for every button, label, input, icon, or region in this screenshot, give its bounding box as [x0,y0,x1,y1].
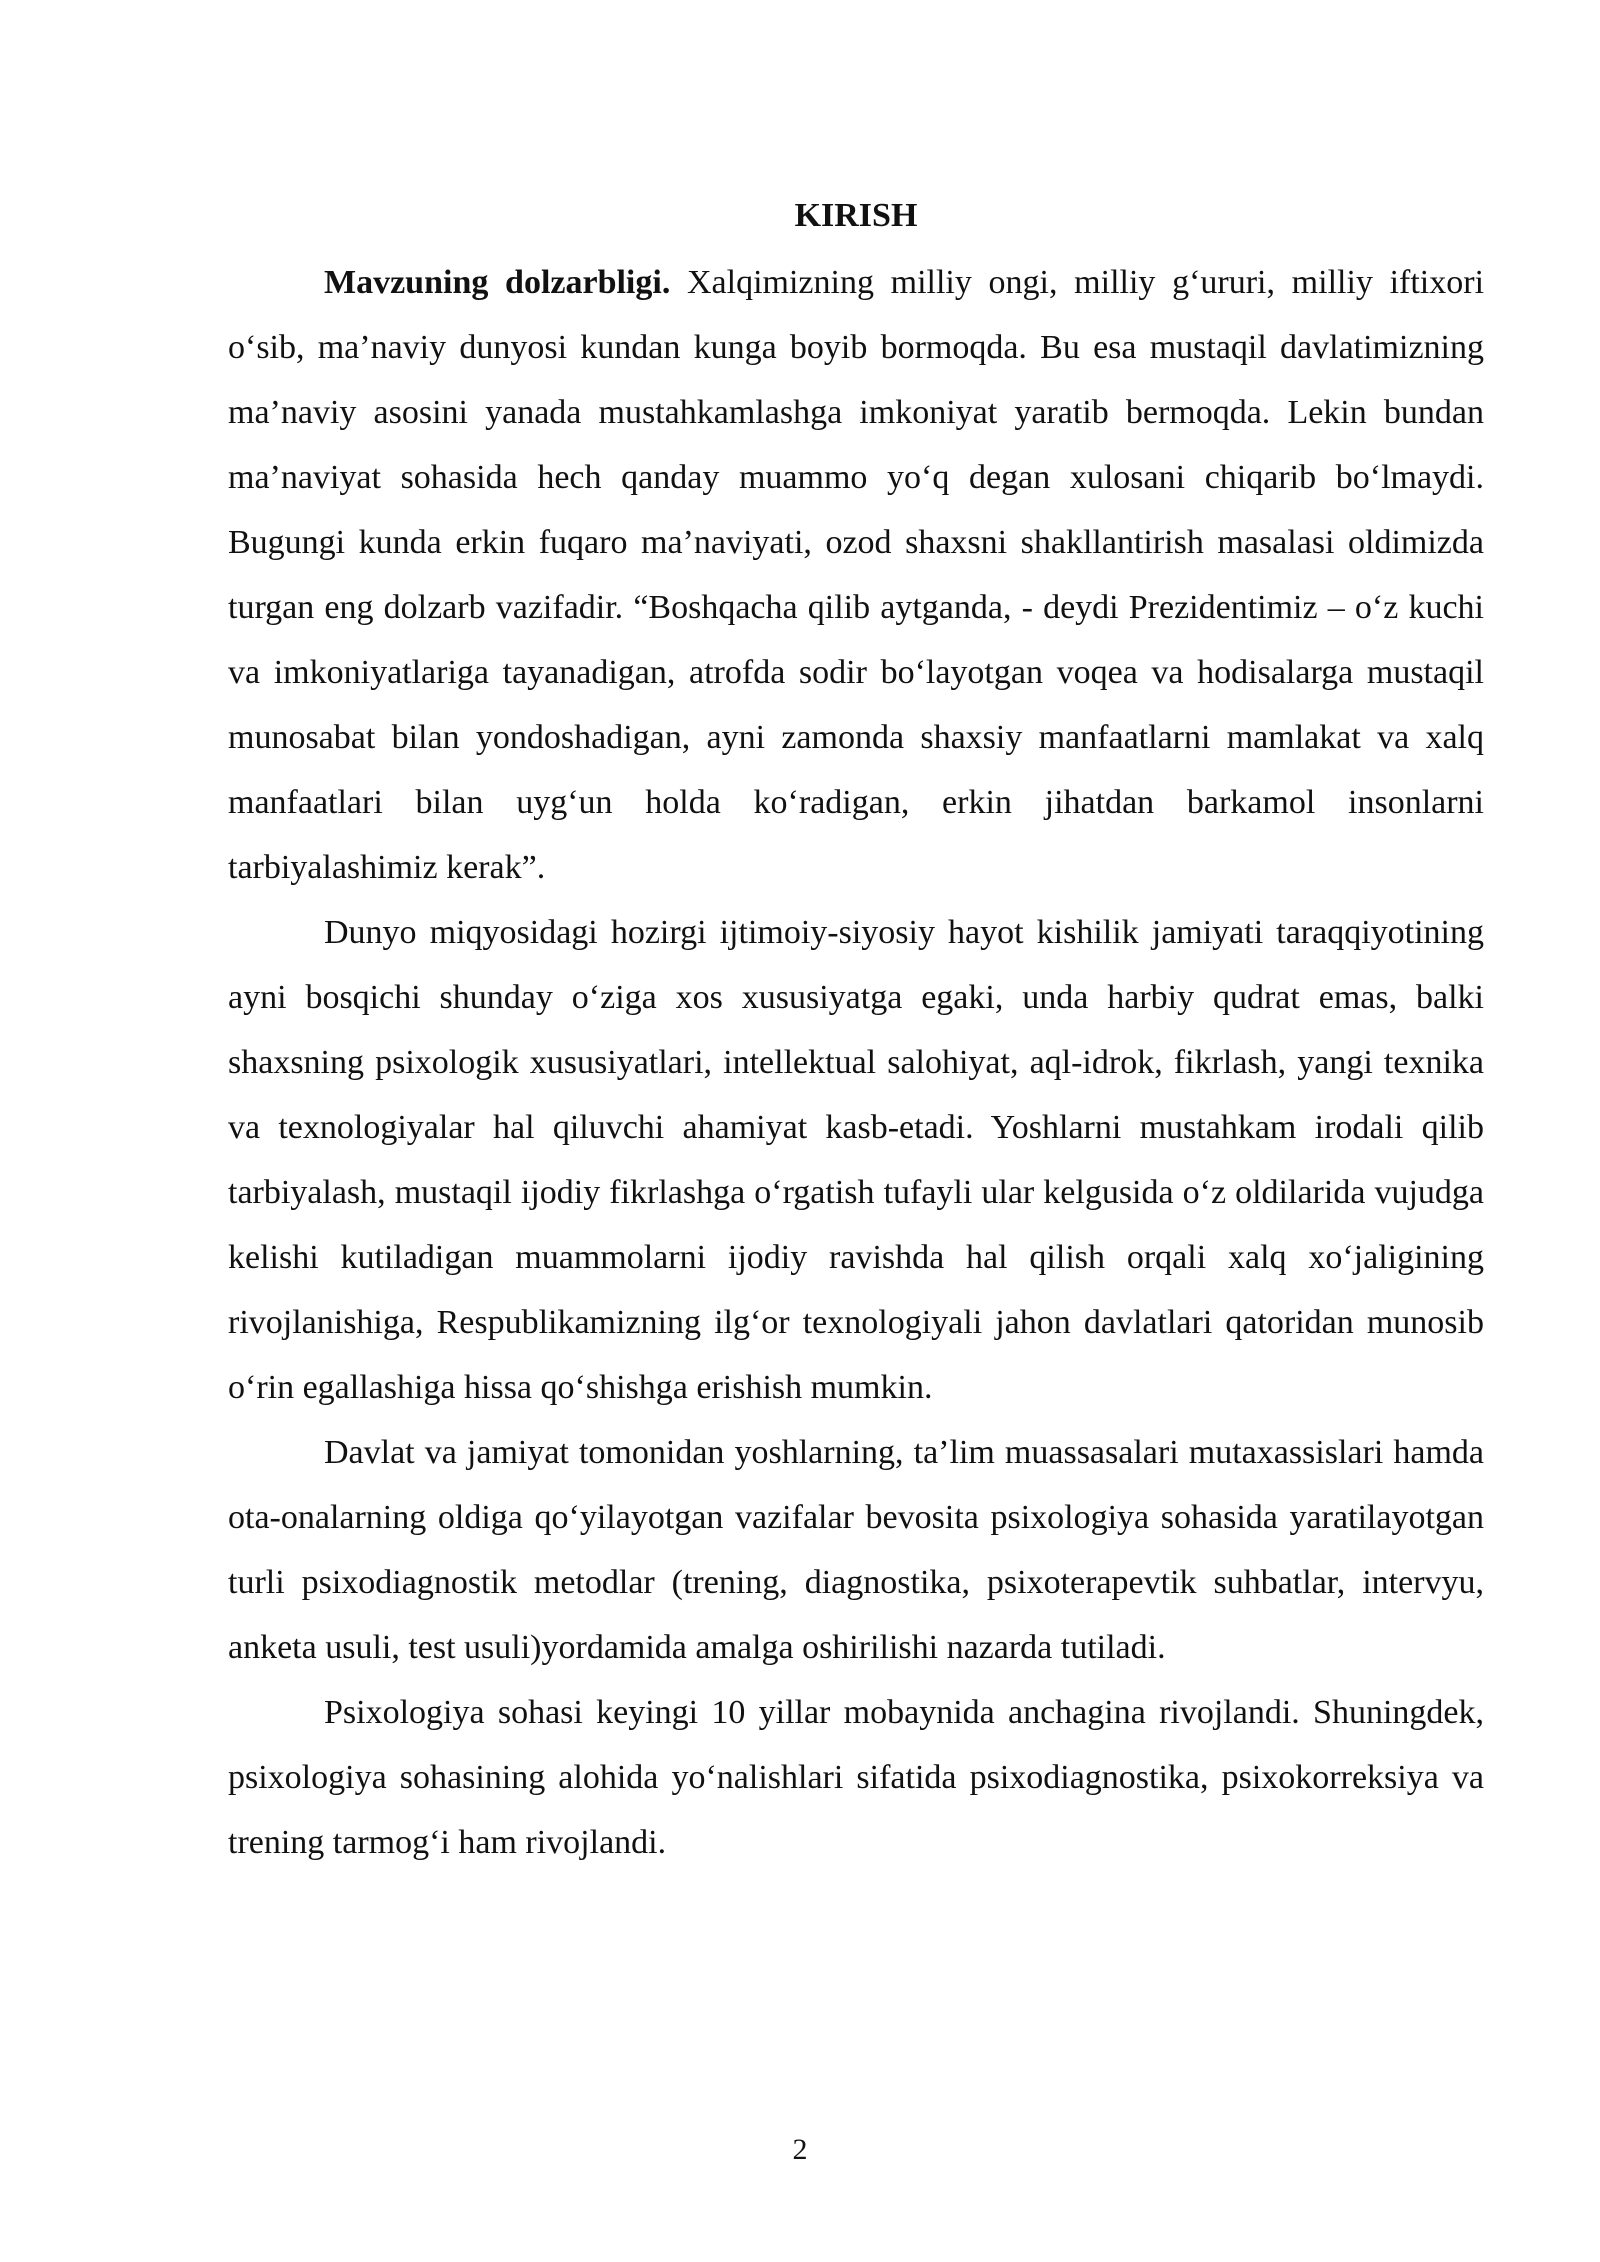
paragraph-relevance [228,250,1484,900]
paragraph-world-development: Dunyo miqyosidagi hozirgi ijtimoiy-siyosiy hayot kishilik jamiyati taraqqiyotining ayni bosqichi shunday o‘ziga xos xususiyatga egaki, unda harbiy qudrat emas, balki shaxsning psixologik xususiyatlari, intellektual salohiyat, aql-idrok, fikrlash, yangi texnika va texnologiyalar hal qiluvchi ahamiyat kasb-etadi. Yoshlarni mustahkam irodali qilib tarbiyalash, mustaqil ijodiy fikrlashga o‘rgatish tufayli ular kelgusida o‘z oldilarida vujudga kelishi kutiladigan muammolarni ijodiy ravishda hal qilish orqali xalq xo‘jaligining rivojlanishiga, Respublikamizning ilg‘or texnologiyali jahon davlatlari qatoridan munosib o‘rin egallashiga hissa qo‘shishga erishish mumkin. [228,914,1484,1406]
page-number: 2 [792,2133,808,2166]
section-heading: KIRISH [794,197,918,234]
paragraph-lead: Mavzuning dolzarbligi. [324,264,671,301]
paragraph-psychology-field: Psixologiya sohasi keyingi 10 yillar mobaynida anchagina rivojlandi. Shuningdek, psixologiya sohasining alohida yo‘nalishlari sifatida psixodiagnostika, psixokorreksiya va trening tarmog‘i ham rivojlandi. [228,1694,1484,1861]
paragraph-text: Xalqimizning milliy ongi, milliy g‘ururi, milliy iftixori o‘sib, ma’naviy dunyosi kundan kunga boyib bormoqda. Bu esa mustaqil davlatimizning ma’naviy asosini yanada mustahkamlashga imkoniyat yaratib bermoqda. Lekin bundan ma’naviyat sohasida hech qanday muammo yo‘q degan xulosani chiqarib bo‘lmaydi. Bugungi kunda erkin fuqaro ma’naviyati, ozod shaxsni shakllantirish masalasi oldimizda turgan eng dolzarb vazifadir. “Boshqacha qilib aytganda, - deydi Prezidentimiz – o‘z kuchi va imkoniyatlariga tayanadigan, atrofda sodir bo‘layotgan voqea va hodisalarga mustaqil munosabat bilan yondoshadigan, ayni zamonda shaxsiy manfaatlarni mamlakat va xalq manfaatlari bilan uyg‘un holda ko‘radigan, erkin jihatdan barkamol insonlarni tarbiyalashimiz kerak”. [228,264,1485,886]
paragraph-state-tasks: Davlat va jamiyat tomonidan yoshlarning, ta’lim muassasalari mutaxassislari hamda ota-onalarning oldiga qo‘yilayotgan vazifalar bevosita psixologiya sohasida yaratilayotgan turli psixodiagnostik metodlar (trening, diagnostika, psixoterapevtik suhbatlar, intervyu, anketa usuli, test usuli)yordamida amalga oshirilishi nazarda tutiladi. [228,1434,1484,1666]
document-page [228,190,1484,1875]
